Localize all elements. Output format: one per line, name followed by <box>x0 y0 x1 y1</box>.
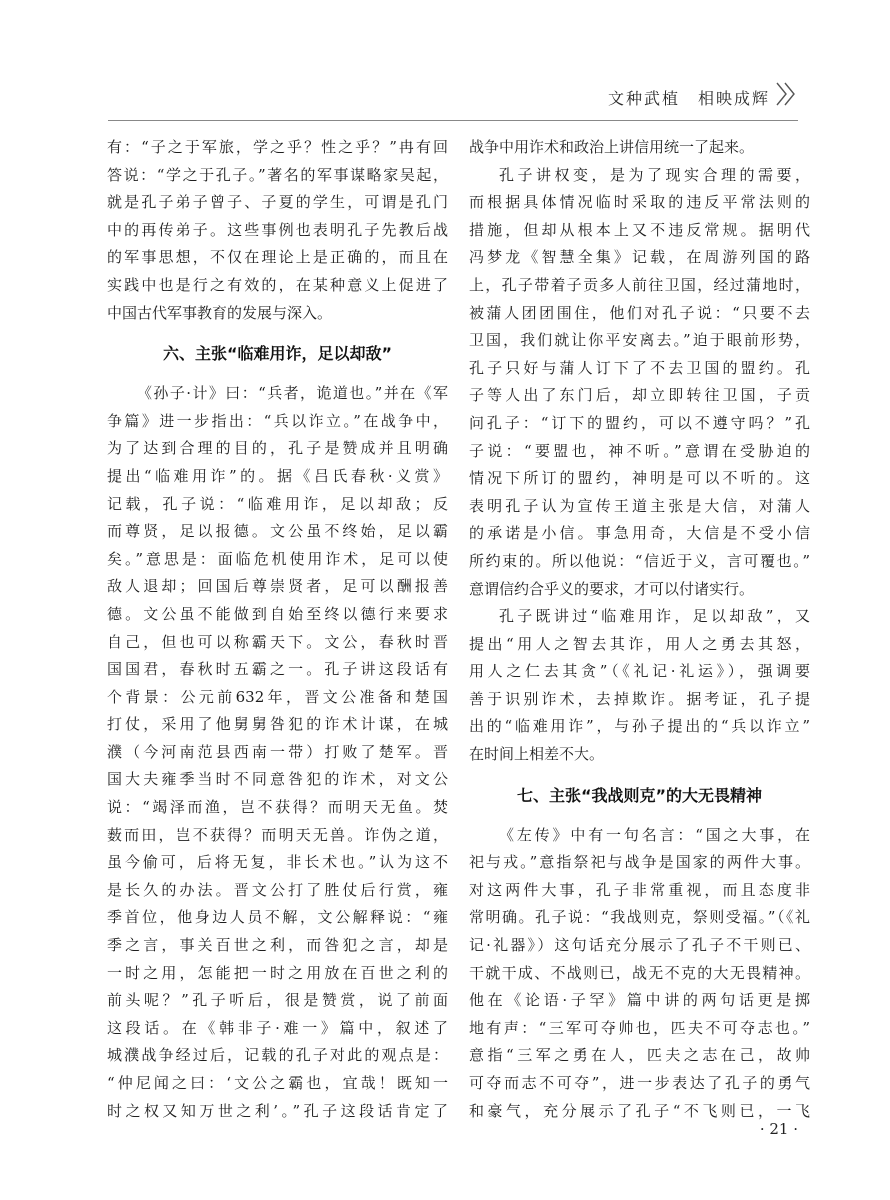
text-line: 在时间上相差不大。 <box>469 745 605 764</box>
right-paragraph-4 <box>469 822 810 1126</box>
text-line: 中的再传弟子。这些事例也表明孔子先教后战 <box>107 220 448 239</box>
text-line: 有：“子之于军旅，学之乎？性之乎？”冉有回 <box>107 138 448 156</box>
text-line: 打仗，采用了他舅舅咎犯的诈术计谋，在城 <box>107 715 448 734</box>
text-line: 时之权又知万世之利’。”孔子这段话肯定了 <box>107 1101 448 1120</box>
text-line: 的军事思想，不仅在理论上是正确的，而且在 <box>107 248 448 267</box>
text-line: 矣。”意思是：面临危机使用诈术，足可以使 <box>107 549 448 568</box>
text-line: 孔子既讲过“临难用诈，足以却敌”，又 <box>499 607 810 626</box>
right-column <box>469 134 810 1125</box>
running-header-title: 文种武植 相映成辉 <box>607 89 770 108</box>
section-heading-7: 七、主张“我战则克”的大无畏精神 <box>516 785 763 805</box>
text-line: 薮而田，岂不获得？而明天无兽。诈伪之道， <box>107 825 448 844</box>
text-line: 常明确。孔子说：“我战则克，祭则受福。”（《礼 <box>469 908 810 927</box>
text-line: 答说：“学之于孔子。”著名的军事谋略家吴起， <box>107 165 448 184</box>
text-line: 祀与戎。”意指祭祀与战争是国家的两件大事。 <box>469 853 810 872</box>
page-number: · 21 · <box>759 1120 798 1138</box>
text-line: 而尊贤，足以报德。文公虽不终始，足以霸 <box>107 522 448 541</box>
text-line: 国大夫雍季当时不同意咎犯的诈术，对文公 <box>107 770 448 789</box>
text-line: 孔子讲权变，是为了现实合理的需要， <box>499 165 810 184</box>
text-line: 问孔子：“订下的盟约，可以不遵守吗？”孔 <box>469 413 810 432</box>
text-line: 上，孔子带着子贡多人前往卫国，经过蒲地时， <box>469 275 810 294</box>
text-line: 表明孔子认为宣传王道主张是大信，对蒲人 <box>469 496 810 515</box>
text-line: 记载，孔子说：“临难用诈，足以却敌；反 <box>107 494 448 513</box>
text-line: 季之言，事关百世之利，而咎犯之言，却是 <box>107 936 448 955</box>
text-line: 战争中用诈术和政治上讲信用统一了起来。 <box>469 138 755 156</box>
text-line: 和豪气，充分展示了孔子“不飞则已，一飞 <box>469 1101 810 1120</box>
text-line: 被蒲人团团围住，他们对孔子说：“只要不去 <box>469 303 810 322</box>
text-line: 说：“竭泽而渔，岂不获得？而明天无鱼。焚 <box>107 798 448 817</box>
text-line: 就是孔子弟子曾子、子夏的学生，可谓是孔门 <box>107 193 448 212</box>
text-line: 情况下所订的盟约，神明是可以不听的。这 <box>469 469 810 488</box>
right-paragraph-3 <box>469 603 810 769</box>
text-line: 卫国，我们就让你平安离去。”迫于眼前形势， <box>469 331 810 350</box>
text-line: 意指“三军之勇在人，匹夫之志在己，故帅 <box>469 1046 810 1065</box>
text-line: 他在《论语·子罕》篇中讲的两句话更是掷 <box>469 991 810 1010</box>
text-line: 提出“用人之智去其诈，用人之勇去其怒， <box>469 634 810 653</box>
text-line: 城濮战争经过后，记载的孔子对此的观点是： <box>107 1046 448 1065</box>
text-line: 意谓信约合乎义的要求，才可以付诸实行。 <box>469 579 755 598</box>
text-line: 虽今偷可，后将无复，非长术也。”认为这不 <box>107 853 448 872</box>
text-line: 为了达到合理的目的，孔子是赞成并且明确 <box>107 439 448 458</box>
text-line: 冯梦龙《智慧全集》记载，在周游列国的路 <box>469 248 810 267</box>
text-line: 争篇》进一步指出：“兵以诈立。”在战争中， <box>107 411 448 430</box>
right-paragraph-1 <box>469 134 810 162</box>
text-line: 子等人出了东门后，却立即转往卫国，子贡 <box>469 386 810 405</box>
text-line: 而根据具体情况临时采取的违反平常法则的 <box>469 193 810 212</box>
double-chevron-right-icon <box>774 80 798 108</box>
text-line: 自己，但也可以称霸天下。文公，春秋时晋 <box>107 632 448 651</box>
text-line: 措施，但却从根本上又不违反常规。据明代 <box>469 220 810 239</box>
text-line: 实践中也是行之有效的，在某种意义上促进了 <box>107 275 448 294</box>
text-line: 个背景：公元前632年，晋文公准备和楚国 <box>107 687 448 706</box>
text-line: 的承诺是小信。事急用奇，大信是不受小信 <box>469 524 810 543</box>
text-line: 提出“临难用诈”的。据《吕氏春秋·义赏》 <box>107 466 448 485</box>
text-line: 所约束的。所以他说：“信近于义，言可覆也。” <box>469 551 810 570</box>
text-line: 子说：“要盟也，神不听。”意谓在受胁迫的 <box>469 441 810 460</box>
text-line: 《孙子·计》曰：“兵者，诡道也。”并在《军 <box>137 384 448 403</box>
text-line: 这段话。在《韩非子·难一》篇中，叙述了 <box>107 1018 448 1037</box>
text-line: 出的“临难用诈”，与孙子提出的“兵以诈立” <box>469 717 810 736</box>
text-line: 濮（今河南范县西南一带）打败了楚军。晋 <box>107 742 448 761</box>
text-line: 记·礼器》）这句话充分展示了孔子不干则已、 <box>469 936 810 955</box>
left-paragraph-2 <box>107 380 448 1125</box>
text-line: 敌人退却；回国后尊崇贤者，足可以酬报善 <box>107 577 448 596</box>
text-line: “仲尼闻之曰：‘文公之霸也，宜哉！既知一 <box>107 1074 448 1092</box>
text-line: 孔子只好与蒲人订下了不去卫国的盟约。孔 <box>469 358 810 377</box>
text-line: 《左传》中有一句名言：“国之大事，在 <box>499 825 810 844</box>
text-line: 前头呢？”孔子听后，很是赞赏，说了前面 <box>107 991 448 1010</box>
text-line: 德。文公虽不能做到自始至终以德行来要求 <box>107 604 448 623</box>
left-column <box>107 134 448 1125</box>
text-line: 中国古代军事教育的发展与深入。 <box>107 303 333 322</box>
text-line: 季首位，他身边人员不解，文公解释说：“雍 <box>107 908 448 927</box>
text-line: 干就干成、不战则已，战无不克的大无畏精神。 <box>469 963 810 982</box>
header-rule <box>108 120 798 121</box>
text-line: 用人之仁去其贪”（《礼记·礼运》），强调要 <box>469 662 810 681</box>
text-line: 善于识别诈术，去掉欺诈。据考证，孔子提 <box>469 689 810 708</box>
right-paragraph-2 <box>469 162 810 604</box>
text-line: 地有声：“三军可夺帅也，匹夫不可夺志也。” <box>469 1018 810 1037</box>
text-line: 可夺而志不可夺”，进一步表达了孔子的勇气 <box>469 1074 810 1092</box>
running-header <box>0 0 890 122</box>
text-line: 一时之用，怎能把一时之用放在百世之利的 <box>107 963 448 982</box>
section-heading-6: 六、主张“临难用诈，足以却敌” <box>162 344 393 364</box>
text-line: 对这两件大事，孔子非常重视，而且态度非 <box>469 880 810 899</box>
left-paragraph-1 <box>107 134 448 327</box>
text-line: 是长久的办法。晋文公打了胜仗后行赏，雍 <box>107 880 448 899</box>
text-line: 国国君，春秋时五霸之一。孔子讲这段话有 <box>107 660 448 679</box>
